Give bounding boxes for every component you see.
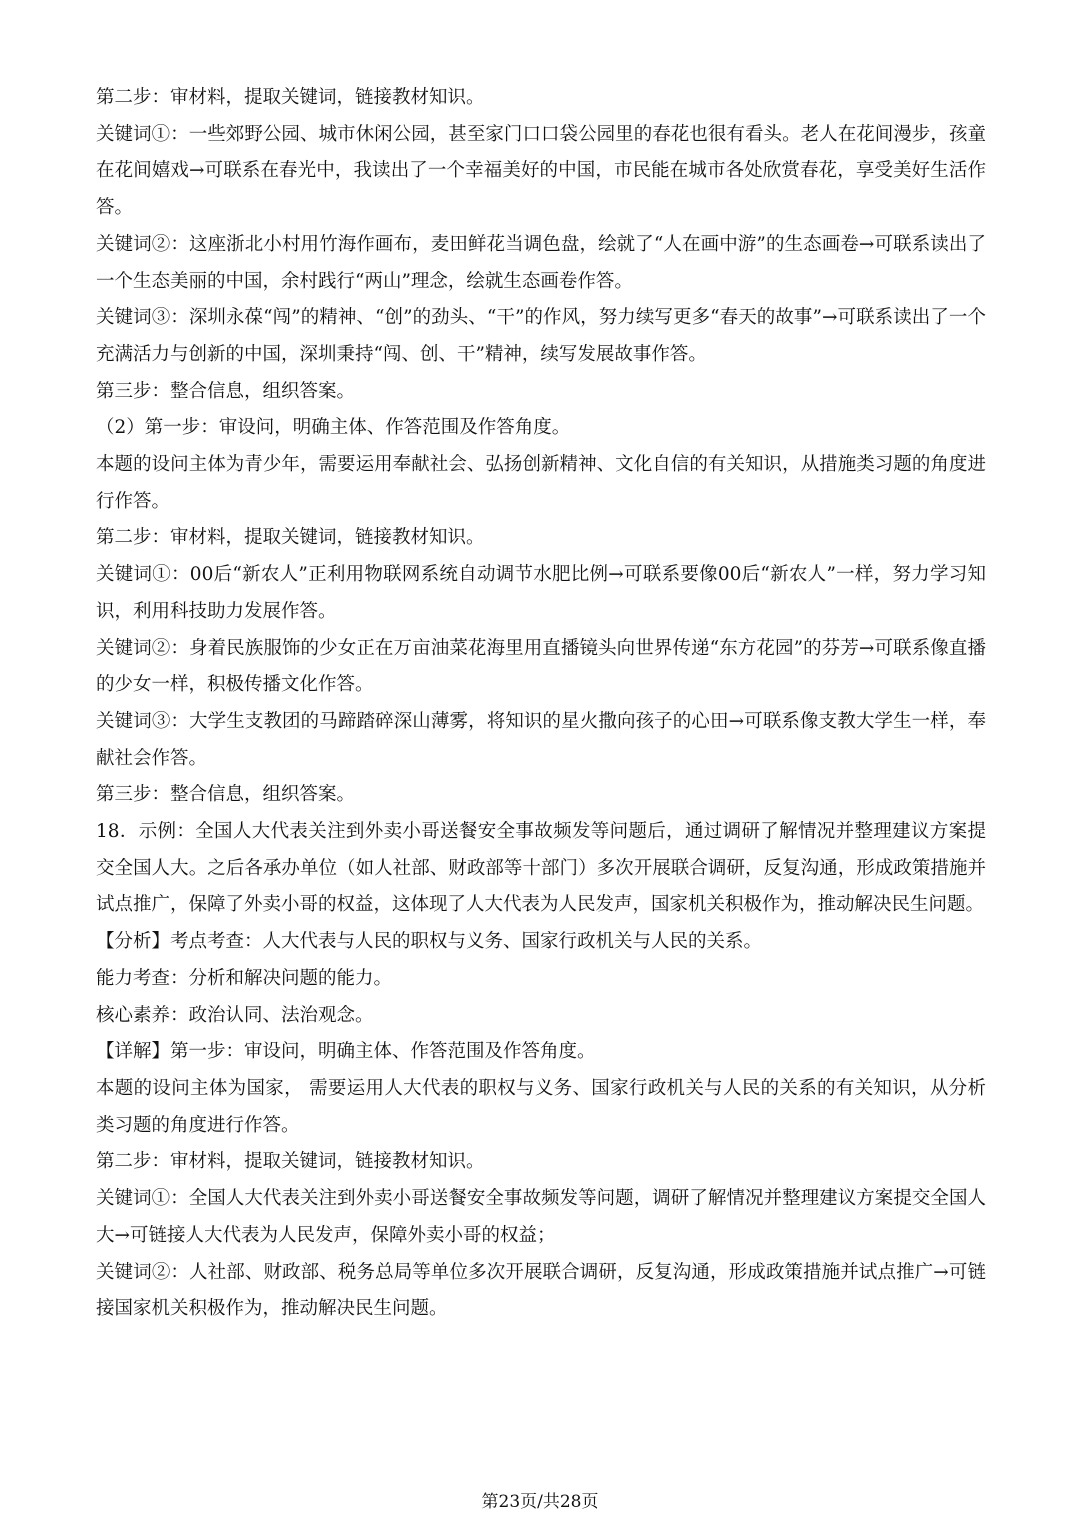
paragraph: 关键词③：大学生支教团的马蹄踏碎深山薄雾，将知识的星火撒向孩子的心田→可联系像支教大学生一样，奉献社会作答。 (96, 710, 986, 769)
paragraph: 第二步：审材料，提取关键词，链接教材知识。 (96, 527, 485, 549)
paragraph: 关键词①：全国人大代表关注到外卖小哥送餐安全事故频发等问题，调研了解情况并整理建议方案提交全国人大→可链接人大代表为人民发声，保障外卖小哥的权益； (96, 1188, 986, 1246)
paragraph: 【详解】第一步：审设问，明确主体、作答范围及作答角度。 (96, 1041, 596, 1063)
paragraph: 第二步：审材料，提取关键词，链接教材知识。 (96, 1151, 485, 1173)
paragraph: 18．示例：全国人大代表关注到外卖小哥送餐安全事故频发等问题后，通过调研了解情况并整理建议方案提交全国人大。之后各承办单位（如人社部、财政部等十部门）多次开展联合调研，反复沟通，形成政策措施并试点推广，保障了外卖小哥的权益，这体现了人大代表为人民发声，国家机关积极作为，推动解决民生问题。 (96, 821, 986, 916)
page-number: 第23页/共28页 (481, 1492, 599, 1512)
paragraph: 关键词①：00后“新农人”正利用物联网系统自动调节水肥比例→可联系要像00后“新农人”一样，努力学习知识，利用科技助力发展作答。 (96, 564, 986, 622)
paragraph: 关键词②：身着民族服饰的少女正在万亩油菜花海里用直播镜头向世界传递“东方花园”的芬芳→可联系像直播的少女一样，积极传播文化作答。 (96, 637, 986, 696)
paragraph: 关键词②：这座浙北小村用竹海作画布，麦田鲜花当调色盘，绘就了“人在画中游”的生态画卷→可联系读出了一个生态美丽的中国，余村践行“两山”理念，绘就生态画卷作答。 (96, 233, 986, 292)
paragraph: 【分析】考点考查：人大代表与人民的职权与义务、国家行政机关与人民的关系。 (96, 931, 763, 953)
paragraph: 本题的设问主体为国家， 需要运用人大代表的职权与义务、国家行政机关与人民的关系的有关知识，从分析类习题的角度进行作答。 (96, 1077, 986, 1136)
paragraph: 第二步：审材料，提取关键词，链接教材知识。 (96, 87, 485, 108)
paragraph: （2）第一步：审设问，明确主体、作答范围及作答角度。 (96, 417, 571, 439)
paragraph: 核心素养：政治认同、法治观念。 (96, 1004, 374, 1026)
document-body (96, 80, 986, 1328)
paragraph: 第三步：整合信息，组织答案。 (96, 380, 356, 402)
paragraph: 本题的设问主体为青少年，需要运用奉献社会、弘扬创新精神、文化自信的有关知识，从措施类习题的角度进行作答。 (96, 454, 986, 512)
paragraph: 能力考查：分析和解决问题的能力。 (96, 967, 393, 989)
paragraph: 关键词①：一些郊野公园、城市休闲公园，甚至家门口口袋公园里的春花也很有看头。老人在花间漫步，孩童在花间嬉戏→可联系在春光中，我读出了一个幸福美好的中国，市民能在城市各处欣赏春花，享受美好生活作答。 (96, 123, 986, 219)
paragraph: 关键词③：深圳永葆“闯”的精神、“创”的劲头、“干”的作风，努力续写更多“春天的故事”→可联系读出了一个充满活力与创新的中国，深圳秉持“闯、创、干”精神，续写发展故事作答。 (96, 307, 986, 365)
paragraph: 关键词②：人社部、财政部、税务总局等单位多次开展联合调研，反复沟通，形成政策措施并试点推广→可链接国家机关积极作为，推动解决民生问题。 (96, 1261, 986, 1320)
paragraph: 第三步：整合信息，组织答案。 (96, 784, 356, 806)
